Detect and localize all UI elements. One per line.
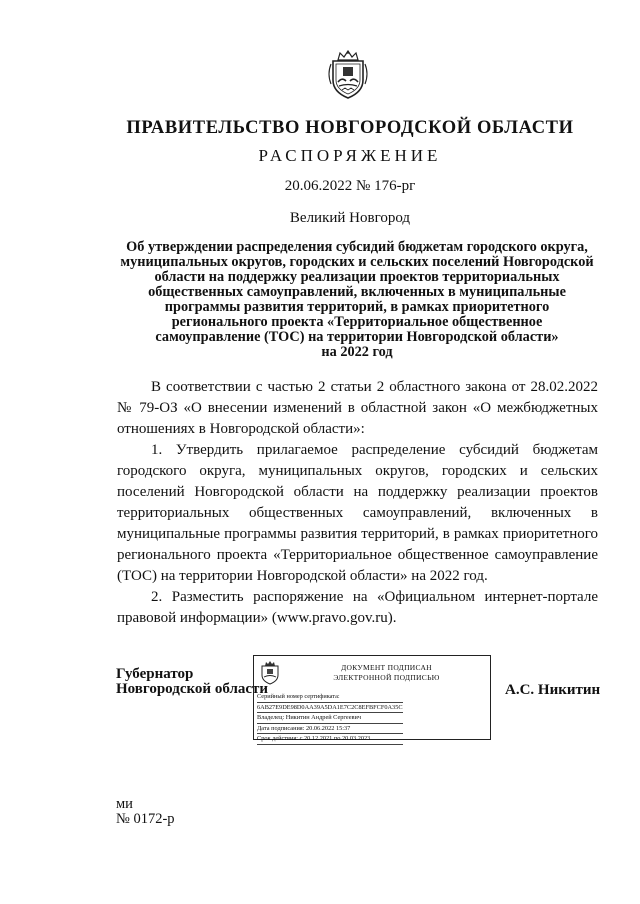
position-line: Новгородской области [116, 681, 269, 697]
subject-line: программы развития территорий, в рамках приоритетного [164, 299, 550, 315]
certificate-owner: Владелец: Никитин Андрей Сергеевич [257, 713, 403, 724]
subject-line: на 2022 год [321, 344, 393, 360]
subject-line: области на поддержку реализации проектов территориальных [154, 269, 560, 285]
footer-reference [116, 797, 175, 827]
author-initials: ми [116, 796, 133, 812]
coat-of-arms-icon [260, 661, 280, 685]
signatory-name: А.С. Никитин [505, 682, 601, 698]
subject-line: общественных самоуправлений, включенных в муниципальные [148, 284, 566, 300]
date-and-number: 20.06.2022 № 176-рг [284, 178, 416, 194]
position-line: Губернатор [116, 666, 194, 682]
subject-line: самоуправление (ТОС) на территории Новгородской области» [155, 329, 559, 345]
signatory-position [116, 667, 268, 697]
stamp-title-line: ЭЛЕКТРОННОЙ ПОДПИСЬЮ [333, 673, 440, 682]
signing-date: Дата подписания: 20.06.2022 15:37 [257, 724, 403, 735]
document-type: РАСПОРЯЖЕНИЕ [258, 146, 442, 165]
validity-period: Срок действия: с 20.12.2021 по 20.03.2023 [257, 734, 403, 745]
stamp-title-line: ДОКУМЕНТ ПОДПИСАН [341, 663, 432, 672]
body-paragraph: В соответствии с частью 2 статьи 2 областного закона от 28.02.2022 № 79-ОЗ «О внесении изменений в областной закон «О межбюджетных отношениях в Новгородской области»: [117, 379, 598, 437]
registration-number: № 0172-р [116, 811, 175, 827]
electronic-signature-stamp [253, 655, 491, 743]
stamp-details [257, 692, 403, 745]
serial-label: Серийный номер сертификата: [257, 692, 403, 703]
document-subject [113, 240, 601, 360]
subject-line: муниципальных округов, городских и сельских поселений Новгородской [120, 254, 594, 270]
serial-number: 6AB27E9DE98D0AA39A5DA1E7C2C8EFBFCF0A35C [257, 703, 403, 714]
subject-line: Об утверждении распределения субсидий бюджетам городского округа, [126, 239, 588, 255]
novgorod-coat-of-arms-icon [326, 50, 370, 100]
city: Великий Новгород [289, 210, 411, 226]
body-paragraph: 1. Утвердить прилагаемое распределение субсидий бюджетам городского округа, муниципальных округов, городских и сельских поселений Новгородской области на поддержку реализации проектов территориальных общественных самоуправлений, включенных в муниципальные программы развития территорий, в рамках приоритетного регионального проекта «Территориальное общественное самоуправление (ТОС) на территории Новгородской области» на 2022 год. [117, 442, 598, 584]
subject-line: регионального проекта «Территориальное общественное [171, 314, 543, 330]
stamp-title [284, 663, 489, 683]
government-title: ПРАВИТЕЛЬСТВО НОВГОРОДСКОЙ ОБЛАСТИ [126, 118, 574, 138]
body-paragraph: 2. Разместить распоряжение на «Официальном интернет-портале правовой информации» (www.pravo.gov.ru). [117, 589, 598, 626]
document-body [117, 377, 598, 629]
